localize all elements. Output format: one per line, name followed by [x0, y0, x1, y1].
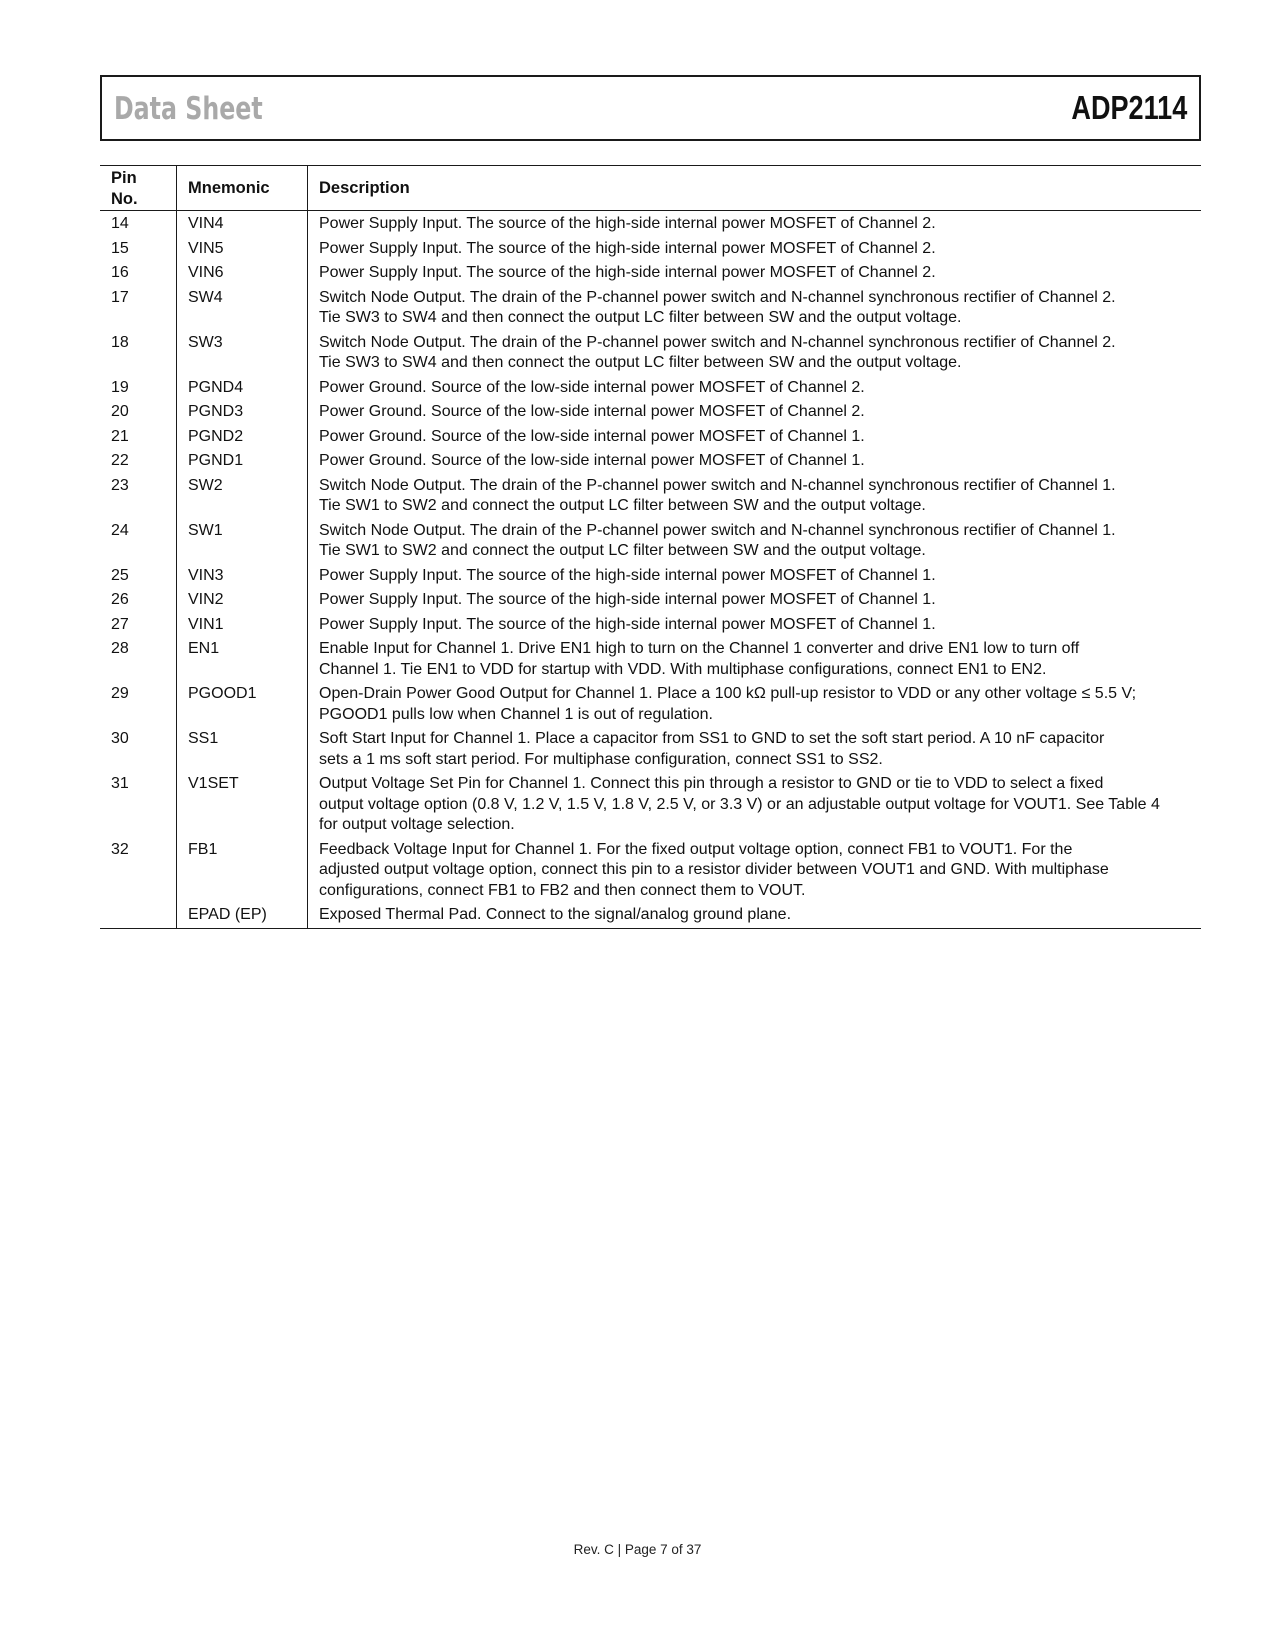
table-row: [100, 588, 1201, 613]
pin-number-cell: 16: [111, 264, 129, 281]
pin-number-cell: [100, 903, 177, 928]
description-cell: [308, 286, 1202, 331]
pin-number-cell: 28: [111, 640, 129, 657]
description-cell: [308, 376, 1202, 401]
description-line: Power Ground. Source of the low-side internal power MOSFET of Channel 2.: [319, 378, 865, 396]
table-row: [100, 376, 1201, 401]
mnemonic-cell: VIN2: [177, 588, 308, 613]
description-cell: [308, 449, 1202, 474]
table-row: [100, 637, 1201, 682]
description-line: Soft Start Input for Channel 1. Place a capacitor from SS1 to GND to set the soft start period. A 10 nF capacitor: [319, 730, 1105, 747]
pin-number-cell: 18: [111, 333, 129, 351]
description-line: Power Supply Input. The source of the high-side internal power MOSFET of Channel 2.: [319, 264, 936, 281]
pin-number-cell: 24: [111, 521, 129, 539]
description-cell: [308, 474, 1202, 519]
table-row: [100, 237, 1201, 262]
column-header-mnemonic: Mnemonic: [177, 166, 308, 211]
pin-number-cell: 20: [111, 403, 129, 420]
table-row: [100, 286, 1201, 331]
description-line: Switch Node Output. The drain of the P-channel power switch and N-channel synchronous rectifier of Channel 1.: [319, 521, 1116, 539]
description-cell: [308, 727, 1202, 772]
description-line: Switch Node Output. The drain of the P-channel power switch and N-channel synchronous rectifier of Channel 1.: [319, 476, 1116, 494]
description-line: Power Supply Input. The source of the high-side internal power MOSFET of Channel 1.: [319, 566, 936, 584]
column-header-description: Description: [308, 166, 1202, 211]
description-line: Channel 1. Tie EN1 to VDD for startup with VDD. With multiphase configurations, connect EN1 to EN2.: [319, 660, 1047, 678]
description-line: Open-Drain Power Good Output for Channel 1. Place a 100 kΩ pull-up resistor to VDD or any other voltage ≤ 5.5 V;: [319, 685, 1137, 702]
description-cell: [308, 682, 1202, 727]
description-cell: [308, 331, 1202, 376]
table-row: [100, 564, 1201, 589]
description-cell: [308, 838, 1202, 904]
pin-function-table: [100, 165, 1201, 929]
mnemonic-cell: VIN5: [177, 237, 308, 262]
description-line: Feedback Voltage Input for Channel 1. For the fixed output voltage option, connect FB1 to VOUT1. For the: [319, 840, 1073, 858]
description-cell: [308, 237, 1202, 262]
table-header-row: [100, 166, 1201, 211]
description-cell: [308, 613, 1202, 638]
mnemonic-cell: SS1: [177, 727, 308, 772]
table-row: [100, 903, 1201, 928]
description-line: Tie SW1 to SW2 and connect the output LC filter between SW and the output voltage.: [319, 497, 926, 514]
description-cell: [308, 637, 1202, 682]
description-cell: [308, 588, 1202, 613]
description-line: Power Supply Input. The source of the high-side internal power MOSFET of Channel 1.: [319, 615, 936, 633]
table-row: [100, 772, 1201, 838]
mnemonic-cell: SW2: [177, 474, 308, 519]
pin-number-cell: 31: [111, 775, 129, 792]
description-line: Power Ground. Source of the low-side internal power MOSFET of Channel 2.: [319, 403, 865, 420]
mnemonic-cell: EN1: [177, 637, 308, 682]
pin-number-cell: 23: [111, 476, 129, 494]
mnemonic-cell: PGND3: [177, 400, 308, 425]
pin-number-cell: 26: [111, 591, 129, 608]
mnemonic-cell: EPAD (EP): [177, 903, 308, 928]
table-row: [100, 682, 1201, 727]
description-line: configurations, connect FB1 to FB2 and then connect them to VOUT.: [319, 881, 806, 899]
pin-number-cell: 21: [111, 427, 129, 445]
description-cell: [308, 564, 1202, 589]
table-row: [100, 474, 1201, 519]
description-line: Power Ground. Source of the low-side internal power MOSFET of Channel 1.: [319, 427, 865, 445]
mnemonic-cell: VIN1: [177, 613, 308, 638]
mnemonic-cell: PGND4: [177, 376, 308, 401]
pin-number-cell: 25: [111, 566, 129, 584]
pin-number-cell: 30: [111, 730, 129, 747]
mnemonic-cell: FB1: [177, 838, 308, 904]
page-header: [100, 75, 1201, 141]
mnemonic-cell: SW1: [177, 519, 308, 564]
mnemonic-cell: VIN6: [177, 261, 308, 286]
pin-number-cell: 29: [111, 685, 129, 702]
description-line: Power Supply Input. The source of the high-side internal power MOSFET of Channel 2.: [319, 239, 936, 257]
mnemonic-cell: SW4: [177, 286, 308, 331]
pin-number-cell: 22: [111, 452, 129, 469]
description-line: Output Voltage Set Pin for Channel 1. Connect this pin through a resistor to GND or tie to VDD to select a fixed: [319, 775, 1104, 792]
mnemonic-cell: PGND2: [177, 425, 308, 450]
description-line: Exposed Thermal Pad. Connect to the signal/analog ground plane.: [319, 906, 792, 923]
description-cell: [308, 772, 1202, 838]
mnemonic-cell: VIN3: [177, 564, 308, 589]
description-cell: [308, 211, 1202, 237]
description-line: Power Supply Input. The source of the high-side internal power MOSFET of Channel 1.: [319, 591, 936, 608]
pin-number-cell: 17: [111, 288, 129, 306]
table-row: [100, 400, 1201, 425]
description-cell: [308, 261, 1202, 286]
description-line: Switch Node Output. The drain of the P-channel power switch and N-channel synchronous rectifier of Channel 2.: [319, 333, 1116, 351]
description-line: sets a 1 ms soft start period. For multiphase configuration, connect SS1 to SS2.: [319, 750, 883, 768]
description-line: Tie SW3 to SW4 and then connect the output LC filter between SW and the output voltage.: [319, 309, 962, 326]
mnemonic-cell: V1SET: [177, 772, 308, 838]
column-header-pin-no: Pin No.: [100, 166, 177, 211]
description-line: adjusted output voltage option, connect this pin to a resistor divider between VOUT1 and GND. With multiphase: [319, 861, 1109, 878]
page-footer: Rev. C | Page 7 of 37: [573, 1542, 702, 1557]
table-row: [100, 425, 1201, 450]
table-row: [100, 211, 1201, 237]
mnemonic-cell: VIN4: [177, 211, 308, 237]
description-cell: [308, 519, 1202, 564]
description-line: Power Ground. Source of the low-side internal power MOSFET of Channel 1.: [319, 452, 865, 469]
description-cell: [308, 425, 1202, 450]
pin-number-cell: 15: [111, 239, 129, 257]
description-line: Tie SW1 to SW2 and connect the output LC filter between SW and the output voltage.: [319, 542, 926, 559]
description-line: Switch Node Output. The drain of the P-channel power switch and N-channel synchronous rectifier of Channel 2.: [319, 288, 1116, 306]
header-part-number: ADP2114: [1071, 89, 1187, 126]
pin-number-cell: 19: [111, 378, 129, 396]
pin-number-cell: 27: [111, 615, 129, 633]
description-line: Enable Input for Channel 1. Drive EN1 high to turn on the Channel 1 converter and drive EN1 low to turn off: [319, 640, 1080, 657]
description-line: for output voltage selection.: [319, 816, 515, 833]
description-line: Power Supply Input. The source of the high-side internal power MOSFET of Channel 2.: [319, 215, 936, 232]
description-line: Tie SW3 to SW4 and then connect the output LC filter between SW and the output voltage.: [319, 354, 962, 371]
table-row: [100, 727, 1201, 772]
table-row: [100, 331, 1201, 376]
mnemonic-cell: SW3: [177, 331, 308, 376]
table-row: [100, 519, 1201, 564]
mnemonic-cell: PGOOD1: [177, 682, 308, 727]
description-cell: [308, 903, 1202, 928]
description-line: output voltage option (0.8 V, 1.2 V, 1.5 V, 1.8 V, 2.5 V, or 3.3 V) or an adjustable output voltage for VOUT1. See Table 4: [319, 795, 1160, 813]
table-row: [100, 261, 1201, 286]
table-body: [100, 211, 1201, 929]
table-row: [100, 838, 1201, 904]
pin-number-cell: 14: [111, 215, 129, 232]
table-row: [100, 449, 1201, 474]
table-row: [100, 613, 1201, 638]
header-section-title: Data Sheet: [114, 91, 263, 127]
pin-number-cell: 32: [111, 840, 129, 858]
mnemonic-cell: PGND1: [177, 449, 308, 474]
description-cell: [308, 400, 1202, 425]
description-line: PGOOD1 pulls low when Channel 1 is out of regulation.: [319, 705, 713, 723]
